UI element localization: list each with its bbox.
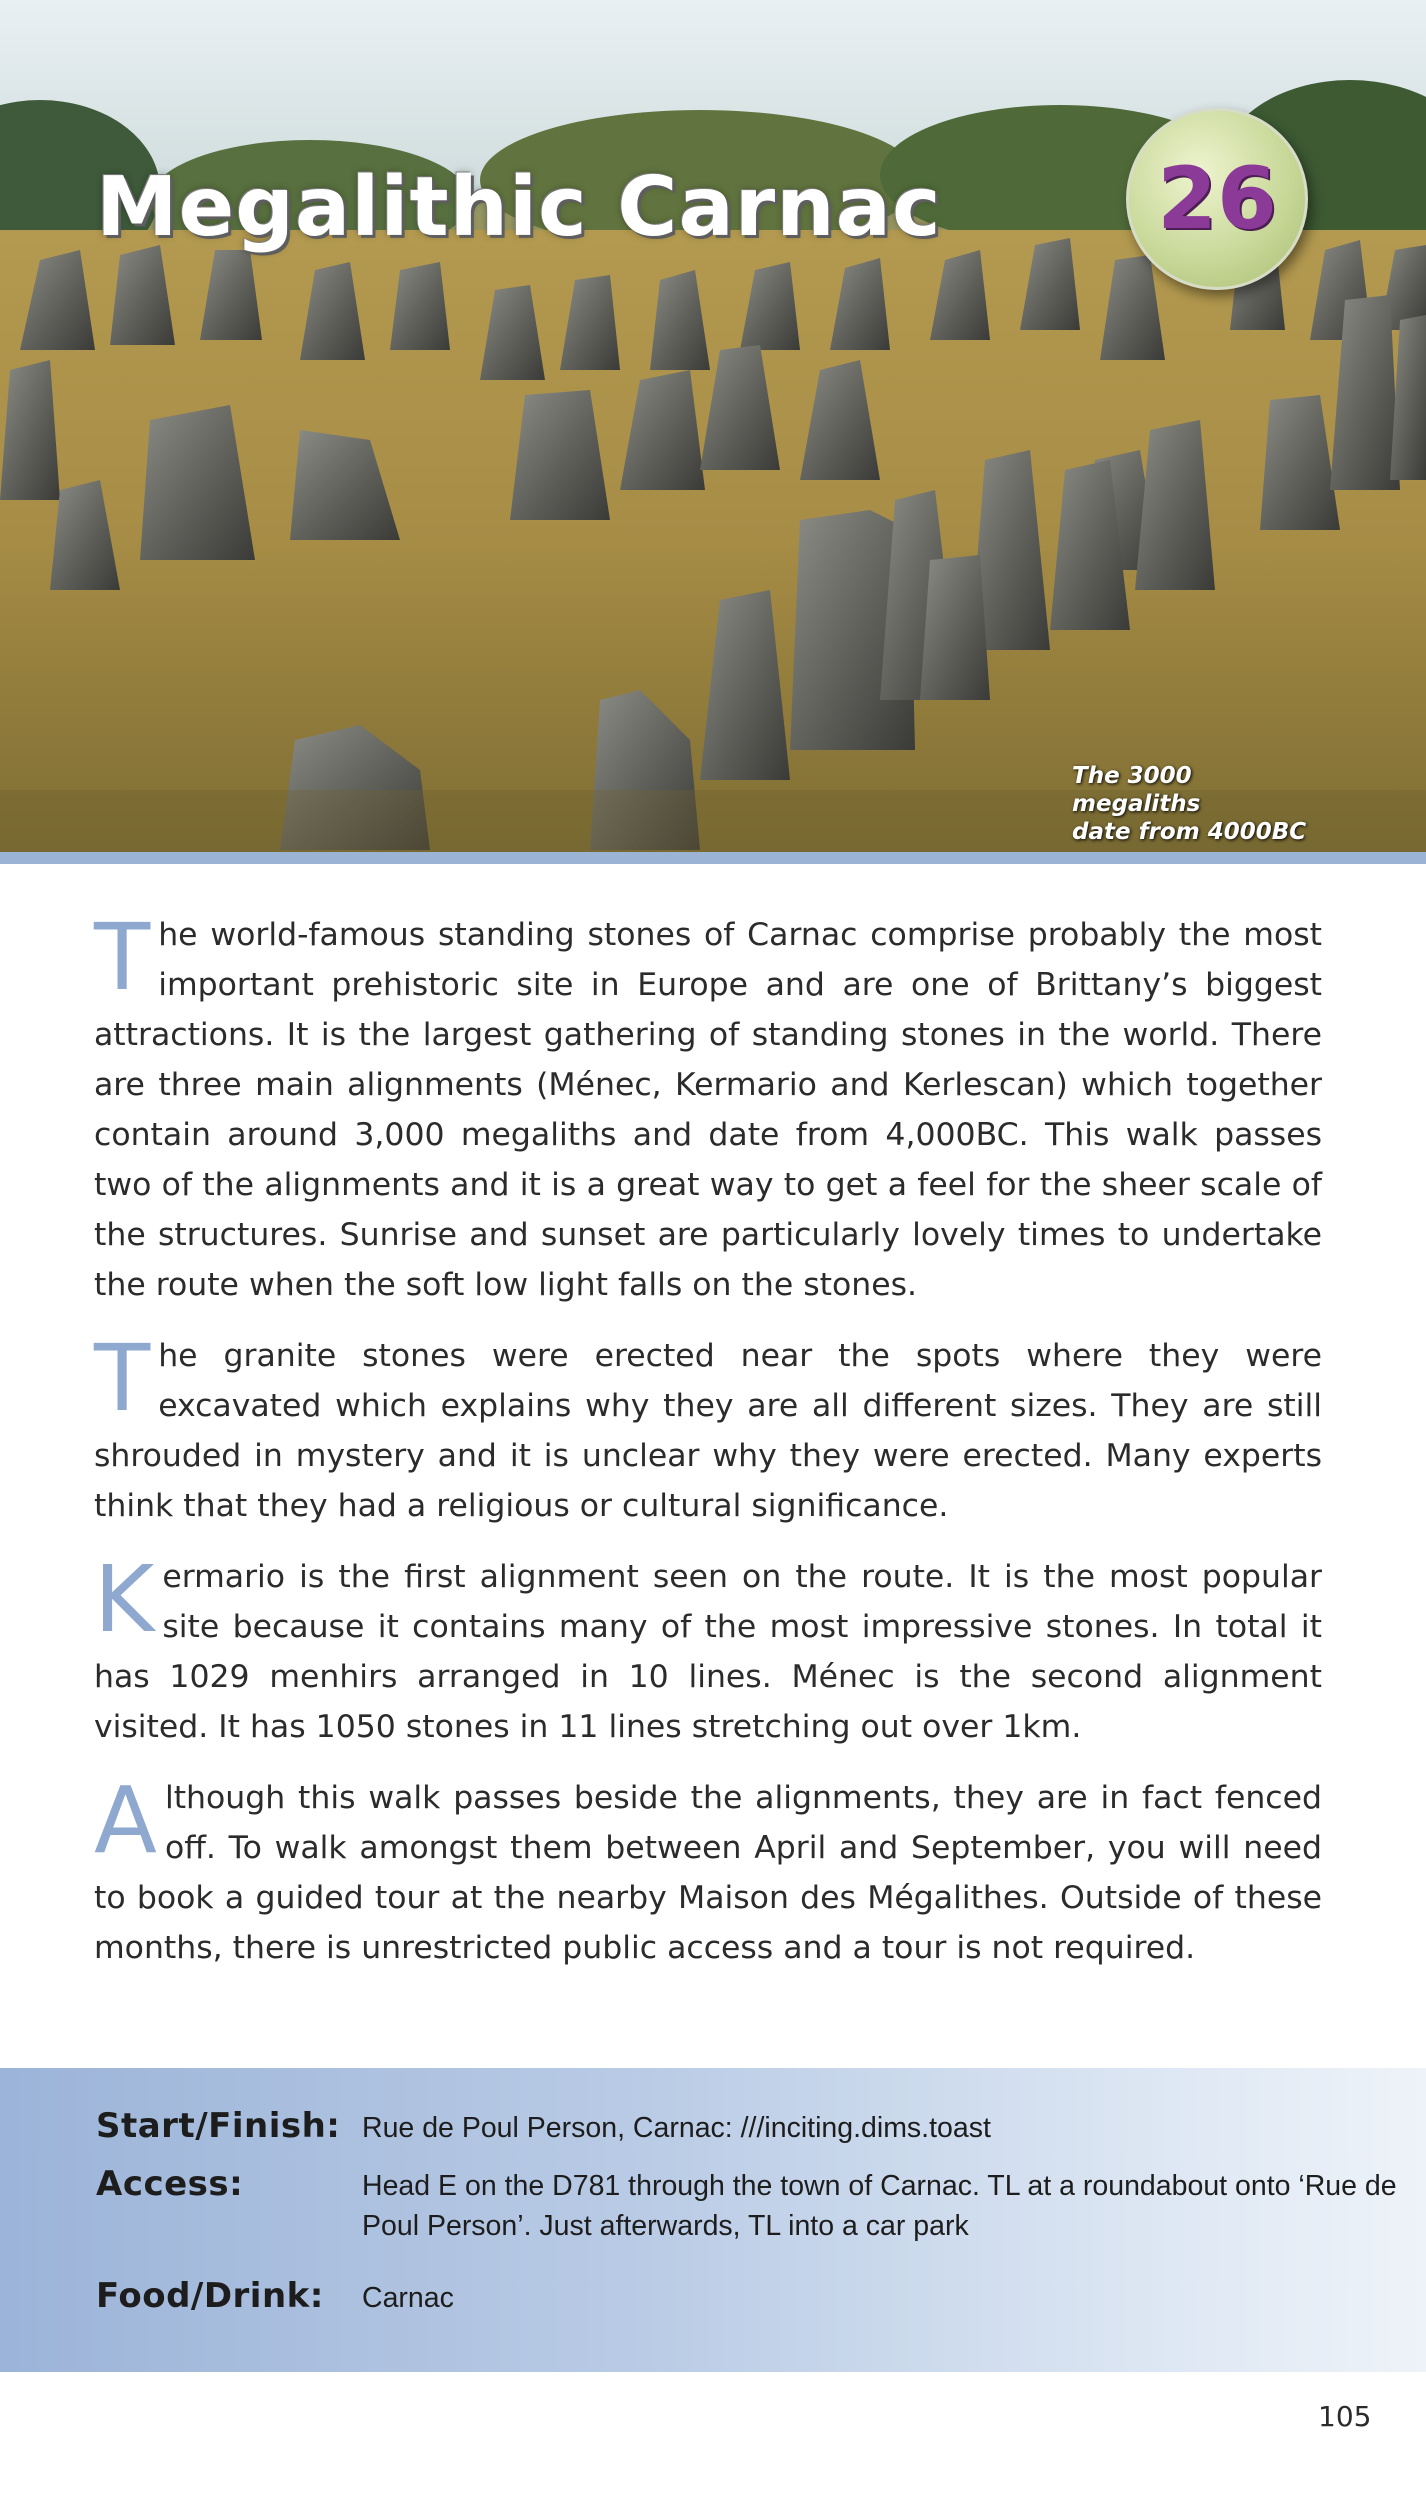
- info-row-start: [96, 2106, 1402, 2148]
- access-value: Head E on the D781 through the town of Carnac. TL at a roundabout onto ‘Rue de Poul Person’. Just afterwards, TL into a car park: [362, 2170, 1397, 2242]
- walk-number-badge: 26: [1126, 108, 1308, 290]
- info-row-food: [96, 2276, 1402, 2318]
- paragraph-text: ermario is the first alignment seen on the route. It is the most popular site because it contains many of the most impressive stones. In total it has 1029 menhirs arranged in 10 lines. Ménec is the second alignment visited. It has 1050 stones in 11 lines stretching out over 1km.: [94, 1559, 1322, 1745]
- walk-info-box: [0, 2068, 1426, 2372]
- hero-photo: [0, 0, 1426, 852]
- access-label: Access:: [96, 2164, 244, 2204]
- photo-caption-line: The 3000 megaliths: [1072, 763, 1201, 817]
- start-finish-value: Rue de Poul Person, Carnac: ///inciting.dims.toast: [362, 2112, 991, 2144]
- paragraph-text: lthough this walk passes beside the alignments, they are in fact fenced off. To walk amongst them between April and September, you will need to book a guided tour at the nearby Maison des Mégalithes. Outside of these months, there is unrestricted public access and a tour is not required.: [94, 1780, 1322, 1966]
- drop-cap: A: [94, 1767, 157, 1874]
- page-number: 105: [1318, 2400, 1372, 2433]
- photo-caption-line: date from 4000BC: [1072, 819, 1307, 845]
- body-text: [94, 904, 1322, 1994]
- start-finish-label: Start/Finish:: [96, 2106, 341, 2146]
- info-row-access: [96, 2164, 1402, 2246]
- food-drink-value: Carnac: [362, 2282, 454, 2314]
- header-divider: [0, 852, 1426, 864]
- page-title: Megalithic Carnac: [96, 160, 942, 255]
- paragraph: [94, 1325, 1322, 1531]
- drop-cap: T: [94, 1325, 151, 1432]
- drop-cap: K: [94, 1546, 155, 1653]
- drop-cap: T: [94, 904, 151, 1011]
- photo-caption: [1072, 762, 1312, 846]
- paragraph-text: he world-famous standing stones of Carnac comprise probably the most important prehistoric site in Europe and are one of Brittany’s biggest attractions. It is the largest gathering of standing stones in the world. There are three main alignments (Ménec, Kermario and Kerlescan) which together contain around 3,000 megaliths and date from 4,000BC. This walk passes two of the alignments and it is a great way to get a feel for the sheer scale of the structures. Sunrise and sunset are particularly lovely times to undertake the route when the soft low light falls on the stones.: [94, 917, 1322, 1303]
- paragraph: [94, 1546, 1322, 1752]
- paragraph: [94, 904, 1322, 1310]
- paragraph: [94, 1767, 1322, 1973]
- paragraph-text: he granite stones were erected near the spots where they were excavated which explains why they are all different sizes. They are still shrouded in mystery and it is unclear why they were erected. Many experts think that they had a religious or cultural significance.: [94, 1338, 1322, 1524]
- food-drink-label: Food/Drink:: [96, 2276, 324, 2316]
